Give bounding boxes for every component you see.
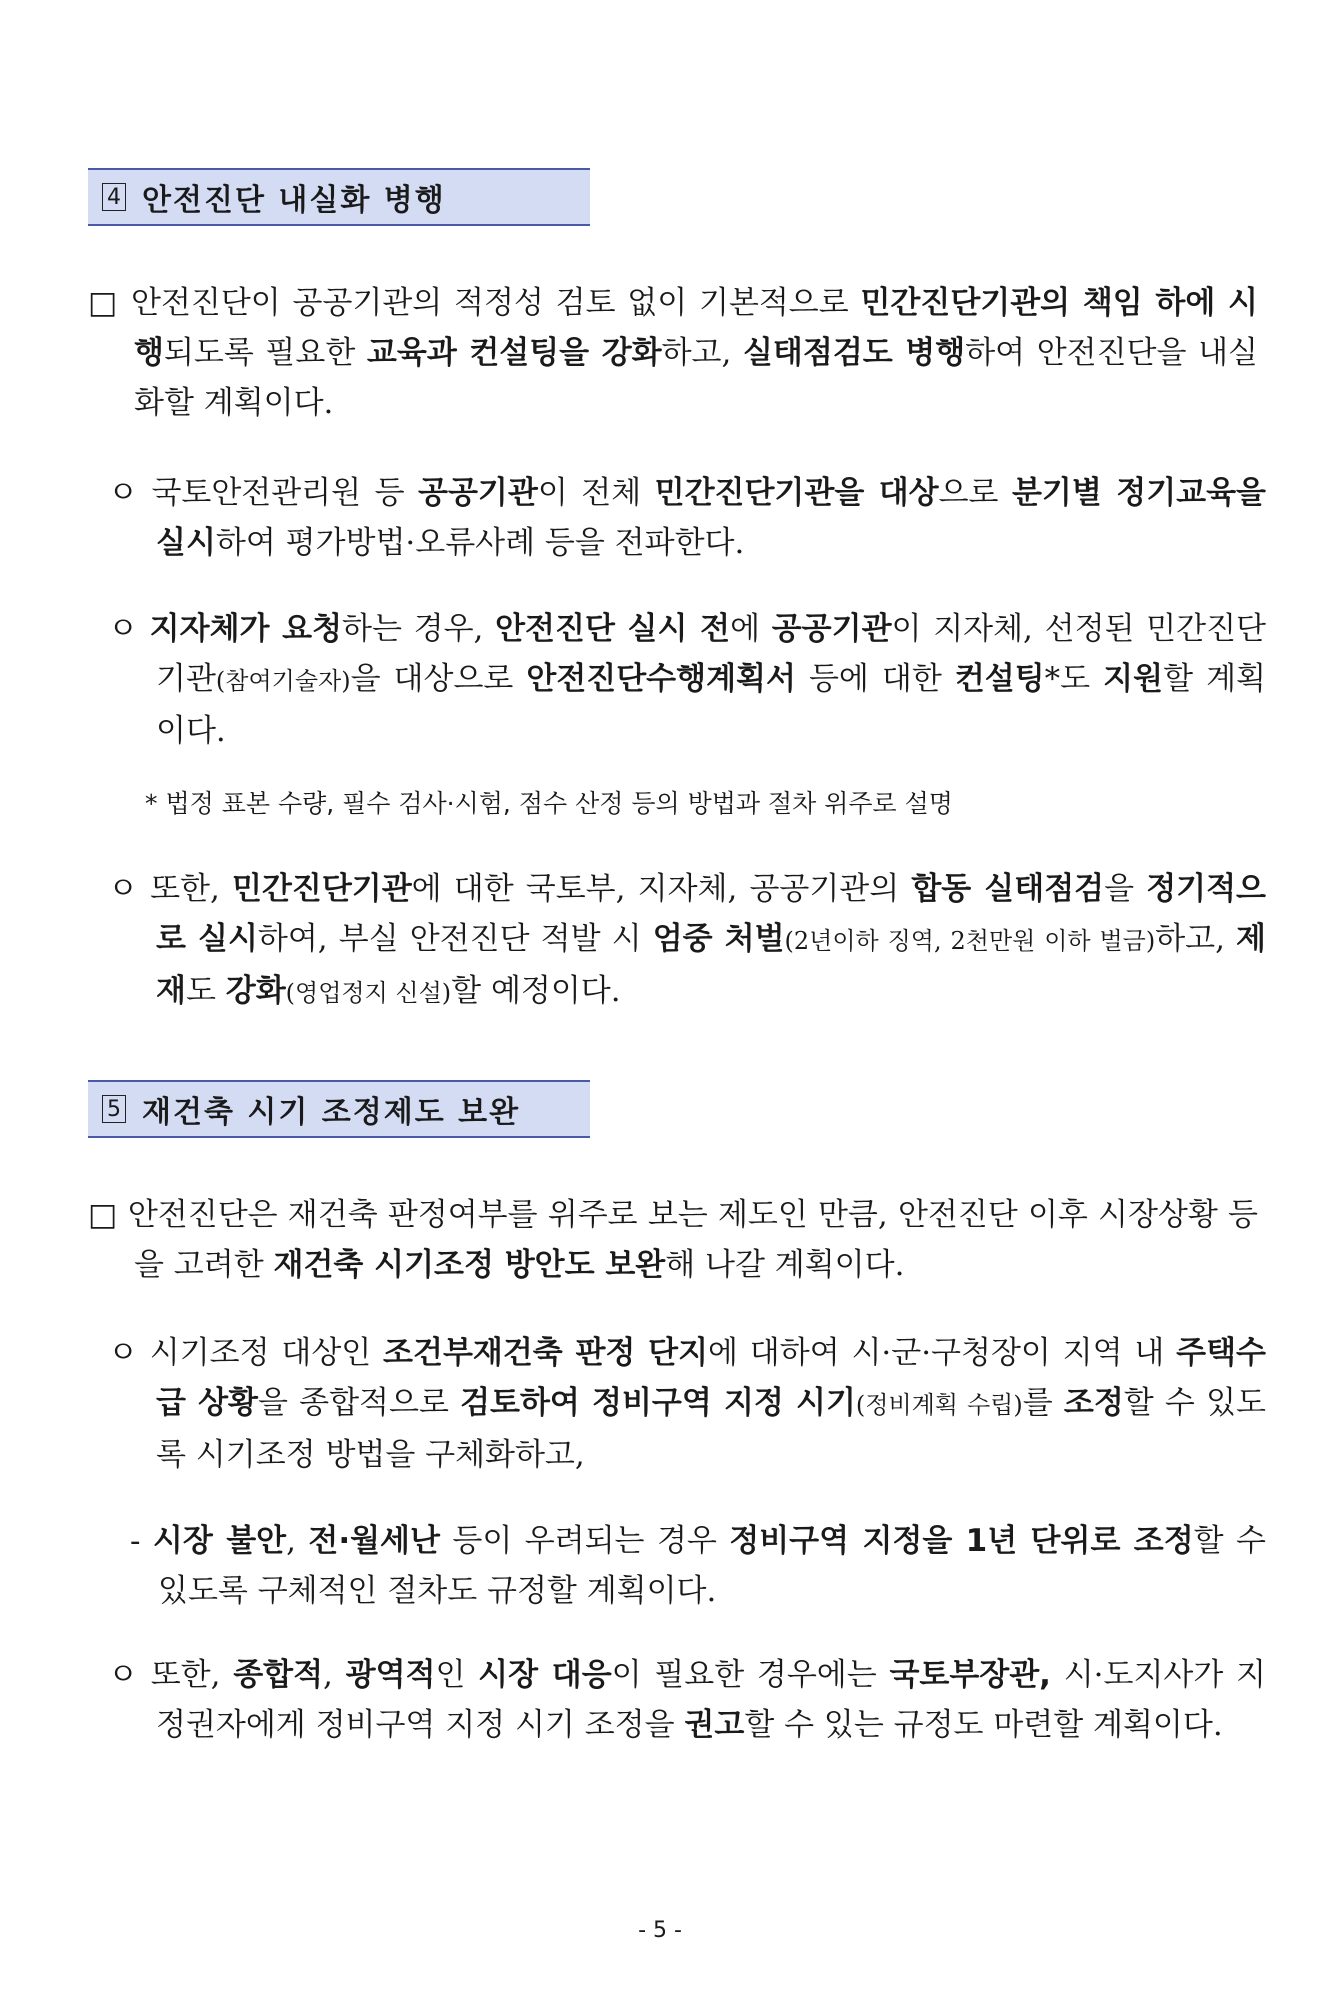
emphasis-text: 제재 (156, 921, 1266, 1009)
emphasis-text: 민간진단기관의 책임 하에 시행 (134, 285, 1258, 371)
emphasis-text: 재건축 시기조정 방안도 보완 (273, 1247, 666, 1283)
body-text: 되도록 필요한 (163, 335, 367, 371)
body-text: 할 수 있도록 구체적인 절차도 규정할 계획이다. (158, 1523, 1267, 1609)
body-text: 을 종합적으로 (258, 1385, 461, 1421)
body-text: 시기조정 대상인 (149, 1335, 384, 1371)
section-title: 안전진단 내실화 병행 (142, 183, 446, 218)
section-header-4 (88, 168, 590, 226)
body-text: 을 (1104, 871, 1147, 907)
emphasis-text: 합동 실태점검 (911, 871, 1105, 907)
body-text: 으로 (938, 475, 1012, 511)
emphasis-text: 분기별 정기교육을 실시 (156, 475, 1266, 561)
body-text: 이 지자체, 선정된 민간진단기관 (156, 611, 1266, 697)
bullet-item (108, 604, 1266, 756)
section-number: 4 (102, 183, 126, 211)
body-text: (정비계획 수립) (855, 1391, 1023, 1419)
emphasis-text: 교육과 컨설팅을 강화 (366, 335, 662, 371)
emphasis-text: 지원 (1103, 661, 1164, 697)
bullet-marker: ㅇ (108, 611, 150, 647)
emphasis-text: 공공기관 (771, 611, 892, 647)
bullet-marker: ㅇ (108, 1657, 151, 1693)
body-text: 할 수 있는 규정도 마련할 계획이다. (744, 1707, 1223, 1743)
bullet-marker: □ (88, 1197, 128, 1233)
body-text: 국토안전관리원 등 (151, 475, 419, 511)
emphasis-text: 안전진단 실시 전 (495, 611, 731, 647)
bullet-marker: ㅇ (108, 871, 151, 907)
body-text: 하여 평가방법·오류사례 등을 전파한다. (215, 525, 745, 561)
body-text: 하는 경우, (342, 611, 496, 647)
bullet-item (108, 864, 1266, 1018)
footnote: * 법정 표본 수량, 필수 검사·시험, 점수 산정 등의 방법과 절차 위주로 설명 (145, 789, 953, 818)
emphasis-text: 공공기관 (418, 475, 538, 511)
bullet-item (108, 1650, 1266, 1750)
emphasis-text: 정비구역 지정을 1년 단위로 조정 (729, 1523, 1194, 1559)
body-text: (2년이하 징역, 2천만원 이하 벌금) (784, 927, 1156, 955)
body-text: 또한, (150, 1657, 234, 1693)
emphasis-text: 주택수급 상황 (156, 1335, 1266, 1421)
body-text: 하고, (1155, 921, 1237, 957)
summary-paragraph (88, 1190, 1258, 1290)
body-text: *도 (1044, 661, 1104, 697)
body-text: 이 전체 (537, 475, 655, 511)
bullet-marker: ㅇ (108, 475, 152, 511)
emphasis-text: 전·월세난 (308, 1523, 440, 1559)
body-text: 시·도지사가 지정권자에게 정비구역 지정 시기 조정을 (156, 1657, 1266, 1743)
emphasis-text: 시장 대응 (478, 1657, 612, 1693)
body-text: 에 대한 국토부, 지자체, 공공기관의 (411, 871, 912, 907)
body-text: 안전진단은 재건축 판정여부를 위주로 보는 제도인 만큼, 안전진단 이후 시장상황 등을 고려한 (127, 1197, 1258, 1283)
body-text: 등에 대한 (795, 661, 955, 697)
body-text: 를 (1022, 1385, 1064, 1421)
body-text: 등이 우려되는 경우 (439, 1523, 730, 1559)
emphasis-text: 종합적 (233, 1657, 324, 1693)
section-number: 5 (102, 1095, 126, 1123)
body-text: 할 예정이다. (451, 973, 621, 1009)
body-text: 인 (435, 1657, 479, 1693)
body-text: 에 대하여 시·군·구청장이 지역 내 (708, 1335, 1177, 1371)
body-text: 할 계획이다. (156, 661, 1266, 749)
section-title: 재건축 시기 조정제도 보완 (142, 1095, 521, 1130)
page-number: - 5 - (638, 1918, 682, 1943)
body-text: 에 (730, 611, 772, 647)
emphasis-text: 민간진단기관을 대상 (654, 475, 939, 511)
body-text: 할 수 있도록 시기조정 방법을 구체화하고, (156, 1385, 1266, 1473)
emphasis-text: 엄중 처벌 (652, 921, 785, 957)
emphasis-text: 정기적으로 실시 (156, 871, 1266, 957)
section-header-5 (88, 1080, 590, 1138)
bullet-marker: □ (88, 285, 131, 321)
emphasis-text: 조정 (1063, 1385, 1124, 1421)
body-text: , (286, 1523, 309, 1559)
body-text: 이 필요한 경우에는 (611, 1657, 890, 1693)
bullet-item (108, 468, 1266, 568)
body-text: (영업정지 신설) (285, 979, 452, 1007)
body-text: 안전진단이 공공기관의 적정성 검토 없이 기본적으로 (131, 285, 861, 321)
body-text: 하고, (661, 335, 743, 371)
emphasis-text: 시장 불안 (152, 1523, 287, 1559)
bullet-item (108, 1328, 1266, 1480)
emphasis-text: 광역적 (345, 1657, 436, 1693)
body-text: (참여기술자) (215, 667, 351, 695)
body-text: , (323, 1657, 346, 1693)
body-text: 하여, 부실 안전진단 적발 시 (257, 921, 653, 957)
body-text: 을 대상으로 (350, 661, 527, 697)
emphasis-text: 컨설팅 (954, 661, 1045, 697)
emphasis-text: 조건부재건축 판정 단지 (383, 1335, 709, 1371)
body-text: 하여 안전진단을 내실화할 계획이다. (134, 335, 1258, 421)
emphasis-text: 권고 (684, 1707, 745, 1743)
body-text: 도 (185, 973, 226, 1009)
summary-paragraph (88, 278, 1258, 428)
emphasis-text: 지자체가 요청 (149, 611, 343, 647)
emphasis-text: 국토부장관, (889, 1657, 1051, 1693)
emphasis-text: 안전진단수행계획서 (526, 661, 796, 697)
bullet-marker: ㅇ (108, 1335, 150, 1371)
emphasis-text: 검토하여 정비구역 지정 시기 (460, 1385, 856, 1421)
emphasis-text: 실태점검도 병행 (742, 335, 966, 371)
emphasis-text: 민간진단기관 (231, 871, 412, 907)
bullet-marker: - (130, 1523, 153, 1559)
sub-bullet-item (130, 1516, 1266, 1616)
body-text: 또한, (150, 871, 232, 907)
emphasis-text: 강화 (225, 973, 286, 1009)
body-text: 해 나갈 계획이다. (665, 1247, 905, 1283)
